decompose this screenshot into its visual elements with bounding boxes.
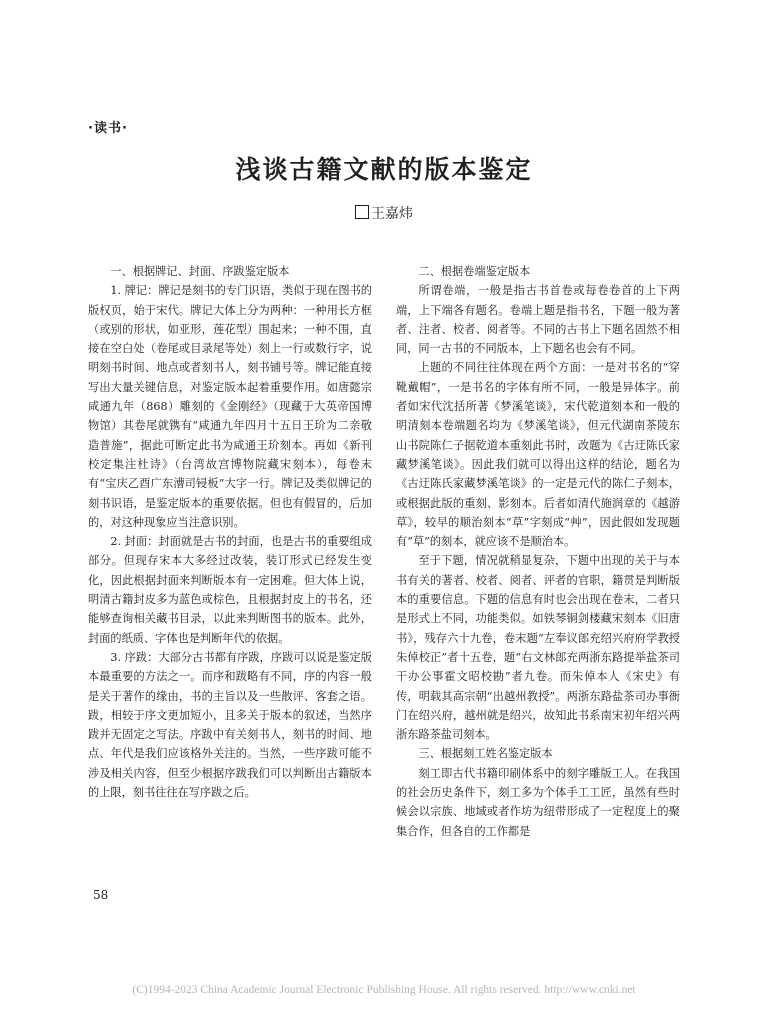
right-column	[396, 262, 680, 841]
copyright-footer: (C)1994-2023 China Academic Journal Electronic Publishing House. All rights reserved. http://www.cnki.net	[132, 984, 636, 996]
paragraph: 3. 序跋：大部分古书都有序跋，序跋可以说是鉴定版本最重要的方法之一。而序和跋略有不同，序的内容一般是关于著作的缘由，书的主旨以及一些散评、客套之语。跋，相较于序文更加短小，且多关于版本的叙述，当然序跋并无固定之写法。序跋中有关刻书人，刻书的时间、地点、年代是我们应该格外关注的。当然，一些序跋可能不涉及相关内容，但至少根据序跋我们可以判断出古籍版本的上限，刻书往往在写序跋之后。	[88, 650, 372, 800]
paragraph: 刻工即古代书籍印刷体系中的刻字雕版工人。在我国的社会历史条件下，刻工多为个体手工工匠，虽然有些时候会以宗族、地域或者作坊为纽带形成了一定程度上的聚集合作，但各自的工作都是	[396, 766, 680, 838]
section-heading: 二、根据卷端鉴定版本	[418, 265, 531, 278]
section-tag: ·读书·	[88, 121, 128, 136]
page-number: 58	[93, 888, 109, 902]
author-line	[0, 203, 768, 223]
paragraph: 2. 封面：封面就是古书的封面，也是古书的重要组成部分。但现存宋本大多经过改装，装订形式已经发生变化，因此根据封面来判断版本有一定困难。但大体上说，明清古籍封皮多为蓝色或棕色，且根据封皮上的书名，还能够查询相关藏书目录，以此来判断图书的版本。此外，封面的纸质、字体也是判断年代的依据。	[88, 535, 372, 645]
author-name: 王嘉炜	[371, 206, 413, 222]
section-heading: 一、根据牌记、封面、序跋鉴定版本	[110, 265, 290, 278]
left-column	[88, 262, 372, 802]
author-box-icon	[355, 205, 369, 219]
paragraph: 至于下题，情况就稍显复杂，下题中出现的关于与本书有关的著者、校者、阅者、评者的官职，籍贯是判断版本的重要信息。下题的信息有时也会出现在卷末，二者只是形式上不同，功能类似。如铁琴铜剑楼藏宋刻本《旧唐书》，残存六十九卷，卷末题“左奉议郎充绍兴府府学教授朱倬校正”者十五卷，题“右文林郎充两浙东路提举盐茶司干办公事霍文昭校勘”者九卷。而朱倬本人《宋史》有传，明载其高宗朝“出越州教授”。两浙东路盐茶司办事衙门在绍兴府，越州就是绍兴，故知此书系南宋初年绍兴两浙东路茶盐司刻本。	[396, 554, 680, 742]
article-title: 浅谈古籍文献的版本鉴定	[235, 155, 533, 184]
paragraph: 1. 牌记：牌记是刻书的专门识语，类似于现在图书的版权页，始于宋代。牌记大体上分为两种：一种用长方框（或别的形状，如亚形，莲花型）围起来；一种不围，直接在空白处（卷尾或目录尾等处）刻上一行或数行字，说明刻书时间、地点或者刻书人，刻书铺号等。牌记能直接写出大量关键信息，对鉴定版本起着重要作用。如唐懿宗咸通九年（868）雕刻的《金刚经》（现藏于大英帝国博物馆）其卷尾就镌有“咸通九年四月十五日王玠为二亲敬造普施”，据此可断定此书为咸通王玠刻本。再如《新刊校定集注杜诗》（台湾故宫博物院藏宋刻本），每卷末有“宝庆乙酉广东漕司锓板”大字一行。牌记及类似牌记的刻书识语，是鉴定版本的重要依据。但也有假冒的，后加的，对这种现象应当注意识别。	[88, 284, 372, 529]
section-heading: 三、根据刻工姓名鉴定版本	[418, 747, 553, 761]
paragraph: 上题的不同往往体现在两个方面：一是对书名的“穿靴戴帽”，一是书名的字体有所不同，一般是异体字。前者如宋代沈括所著《梦溪笔谈》，宋代乾道刻本和一般的明清刻本卷端题名均为《梦溪笔谈》，但元代湖南茶陵东山书院陈仁子据乾道本重刻此书时，改题为《古迂陈氏家藏梦溪笔谈》。因此我们就可以得出这样的结论，题名为《古迂陈氏家藏梦溪笔谈》的一定是元代的陈仁子刻本，或根据此版的重刻、影刻本。后者如清代施润章的《越游草》，较早的顺治刻本“草”字刻成“艸”，因此假如发现题有“草”的刻本，就应该不是顺治本。	[396, 361, 680, 549]
paragraph: 所谓卷端，一般是指古书首卷或每卷卷首的上下两端，上下端各有题名。卷端上题是指书名，下题一般为著者、注者、校者、阅者等。不同的古书上下题名固然不相同，同一古书的不同版本，上下题名也会有不同。	[396, 284, 680, 356]
